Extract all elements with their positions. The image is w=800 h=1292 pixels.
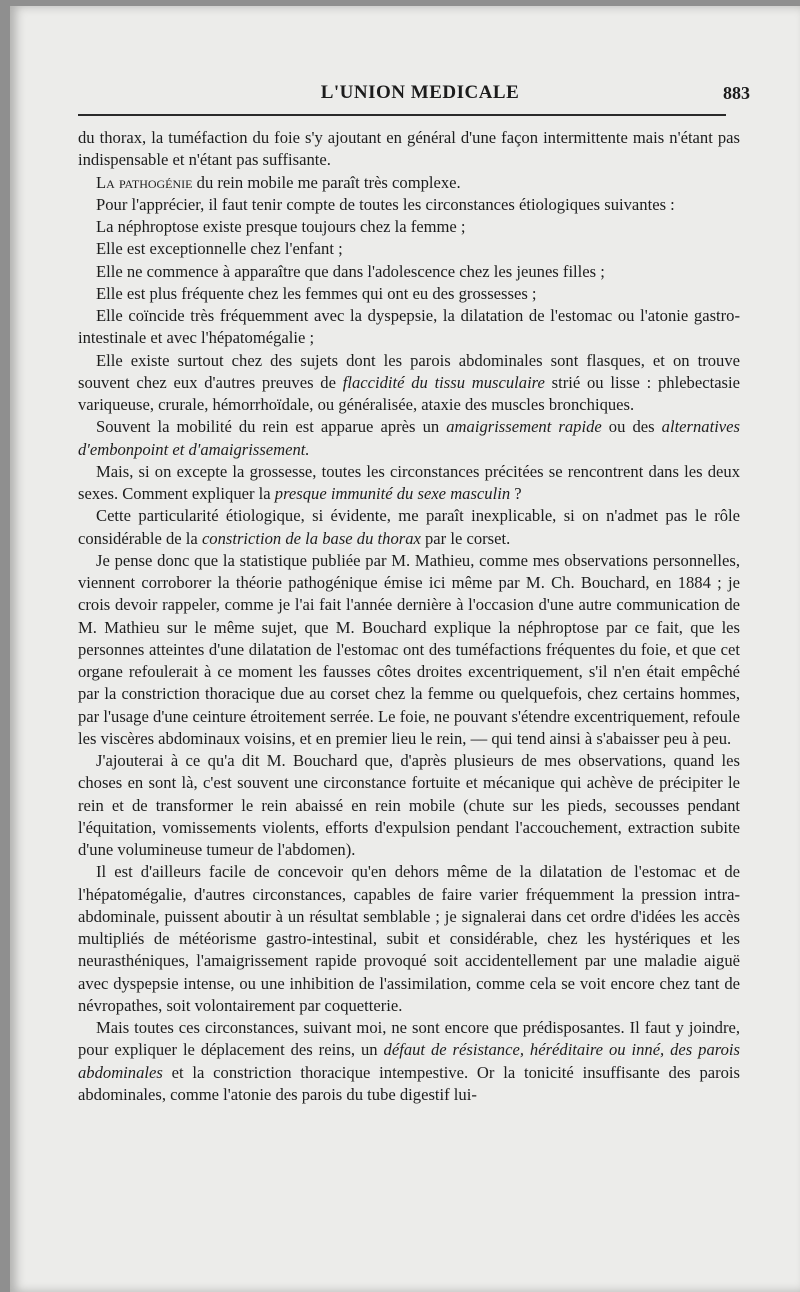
paragraph [78,861,740,1017]
small-caps-text: La pathogénie [96,172,193,192]
paragraph [78,461,740,506]
text-run: J'ajouterai à ce qu'a dit M. Bouchard que, d'après plusieurs de mes observations, quand les choses en sont là, c'est souvent une circonstance fortuite et mécanique qui achève de précipiter le rein et de transformer le rein abaissé en rein mobile (chute sur les pieds, secousses pendant l'équitation, vomissements violents, efforts d'expulsion pendant l'accouchement, extraction subite d'une volumineuse tumeur de l'abdomen). [78,751,740,859]
paragraph [78,127,740,172]
emphasis-text: presque immunité du sexe masculin [274,484,511,503]
paragraph [78,1017,740,1106]
text-run: Je pense donc que la statistique publiée par M. Mathieu, comme mes observations personnelles, viennent corroborer la théorie pathogénique émise ici même par M. Ch. Bouchard, en 1884 ; je crois devoir rappeler, comme je l'ai fait l'année dernière à l'occasion d'une autre communication de M. Mathieu sur le même sujet, que M. Bouchard explique la néphroptose par ce fait, que les personnes atteintes d'une dilatation de l'estomac ont des tuméfactions fréquentes du foie, et que cet organe refoulerait à ce moment les fausses côtes droites excentriquement, s'il n'en était empêché par la constriction thoracique due au corset chez la femme ou quelquefois, chez certains hommes, par l'usage d'une ceinture étroitement serrée. Le foie, ne pouvant s'étendre excentriquement, refoule les viscères abdominaux voisins, et en premier lieu le rein, — qui tend ainsi à s'abaisser peu à peu. [78,550,740,748]
paragraph [78,550,740,750]
text-run: Il est d'ailleurs facile de concevoir qu'en dehors même de la dilatation de l'estomac et de l'hépatomégalie, d'autres circonstances, capables de faire varier fréquemment la pression intra-abdominale, puissent aboutir à un résultat semblable ; je signalerai dans cet ordre d'idées les accès multipliés de météorisme gastro-intestinal, subit et considérable, chez les hystériques et les neurasthéniques, l'amaigrissement rapide provoqué soit accidentellement par une maladie aiguë avec dyspepsie intense, ou une inhibition de l'assimilation, comme cela se voit encore chez tant de névropathes, soit volontairement par coquetterie. [78,862,740,1015]
emphasis-text: défaut de résistance, héréditaire ou inné, des parois abdominales [78,1040,740,1082]
paragraph [78,350,740,417]
text-run: Elle est plus fréquente chez les femmes qui ont eu des grossesses ; [96,283,537,303]
emphasis-text: alternatives d'embonpoint et d'amaigrissement. [78,417,740,459]
page-number: 883 [723,83,750,103]
paragraph [78,194,740,216]
paragraph [78,238,740,260]
text-run: Cette particularité étiologique, si évidente, me paraît inexplicable, si on n'admet pas le rôle considérable de la [78,506,740,548]
text-run: et la constriction thoracique intempestive. Or la tonicité insuffisante des parois abdominales, comme l'atonie des parois du tube digestif lui- [78,1062,740,1104]
text-run: strié ou lisse : phlebectasie variqueuse, crurale, hémorrhoïdale, ou généralisée, ataxie des muscles bronchiques. [78,372,740,414]
text-run: Mais toutes ces circonstances, suivant moi, ne sont encore que prédisposantes. Il faut y joindre, pour expliquer le déplacement des reins, un [78,1018,740,1060]
paragraph [78,172,740,194]
paragraph [78,505,740,550]
emphasis-text: amaigrissement rapide [446,417,602,437]
text-run: Elle existe surtout chez des sujets dont les parois abdominales sont flasques, et on trouve souvent chez eux d'autres preuves de [78,350,740,392]
text-run: du thorax, la tuméfaction du foie s'y ajoutant en général d'une façon intermittente mais n'étant pas indispensable et n'étant pas suffisante. [78,128,740,170]
text-run: Souvent la mobilité du rein est apparue après un [96,417,447,437]
text-run: Pour l'apprécier, il faut tenir compte de toutes les circonstances étiologiques suivantes : [96,194,675,214]
text-run: Mais, si on excepte la grossesse, toutes les circonstances précitées se rencontrent dans les deux sexes. Comment expliquer la [78,461,740,503]
paragraph [78,283,740,305]
paragraph [78,216,740,238]
emphasis-text: flaccidité du tissu musculaire [342,372,545,392]
text-run: ou des [601,417,662,437]
text-run: par le corset. [420,528,511,548]
text-run: Elle ne commence à apparaître que dans l'adolescence chez les jeunes filles ; [96,261,605,281]
text-run: Elle est exceptionnelle chez l'enfant ; [96,239,343,259]
emphasis-text: constriction de la base du thorax [201,528,421,548]
text-run: du rein mobile me paraît très complexe. [192,172,461,192]
paragraph [78,261,740,283]
body-text [78,127,740,1106]
page-header [90,78,750,118]
text-run: Elle coïncide très fréquemment avec la dyspepsie, la dilatation de l'estomac ou l'atonie gastro-intestinale et avec l'hépatomégalie ; [78,306,740,348]
paragraph [78,416,740,461]
header-rule [78,114,726,116]
text-run: La néphroptose existe presque toujours chez la femme ; [96,217,466,236]
text-run: ? [510,484,522,503]
paragraph [78,305,740,350]
paragraph [78,750,740,861]
running-title: L'UNION MEDICALE [320,82,520,103]
